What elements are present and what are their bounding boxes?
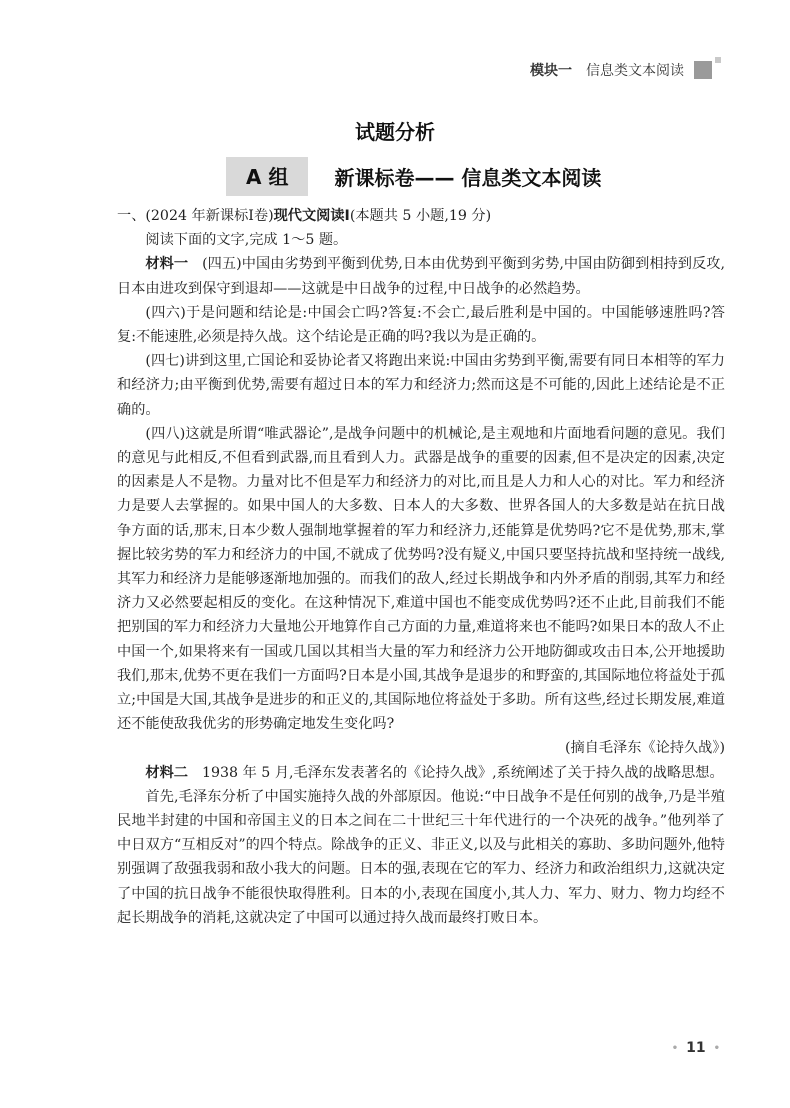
running-header: [530, 60, 712, 80]
group-name: 新课标卷—— 信息类文本阅读: [334, 165, 602, 190]
material1-source: (摘自毛泽东《论持久战》): [564, 740, 725, 757]
question-instruction: 阅读下面的文字,完成 1～5 题。: [145, 232, 348, 249]
material2-paragraph: [117, 761, 725, 785]
section-title: 试题分析: [355, 120, 435, 144]
material2-paragraph: 首先,毛泽东分析了中国实施持久战的外部原因。他说:“中日战争不是任何别的战争,乃是半殖民地半封建的中国和帝国主义的日本之间在二十世纪三十年代进行的一个决死的战争。”他列举了中日双方“互相反对”的四个特点。除战争的正义、非正义,以及与此相关的寡助、多助问题外,他特别强调了敌强我弱和敌小我大的问题。日本的强,表现在它的军力、经济力和政治组织力,这就决定了中国的抗日战争不能很快取得胜利。日本的小,表现在国度小,其人力、军力、财力、物力均经不起长期战争的消耗,这就决定了中国可以通过持久战而最终打败日本。: [117, 788, 725, 926]
group-heading: [226, 158, 601, 194]
question-prefix: 一、(2024 年新课标Ⅰ卷): [117, 208, 274, 224]
question-type: 现代文阅读Ⅰ: [273, 208, 350, 224]
material1-paragraph: (四六)于是问题和结论是:中国会亡吗?答复:不会亡,最后胜利是中国的。中国能够速胜吗?答复:不能速胜,必须是持久战。这个结论是正确的吗?我以为是正确的。: [117, 304, 725, 346]
page-number: • 11 •: [664, 1040, 728, 1056]
module-topic: 信息类文本阅读: [586, 63, 684, 79]
question-note: (本题共 5 小题,19 分): [349, 208, 492, 224]
material1-text: (四五)中国由劣势到平衡到优势,日本由优势到平衡到劣势,中国由防御到相持到反攻,日本由进攻到保守到退却——这就是中日战争的过程,中日战争的必然趋势。: [117, 256, 725, 297]
material2-text: 1938 年 5 月,毛泽东发表著名的《论持久战》,系统阐述了关于持久战的战略思想。: [201, 764, 724, 781]
module-label: 模块一: [530, 63, 572, 79]
material2-label: 材料二: [145, 764, 188, 781]
material1-paragraph: (四七)讲到这里,亡国论和妥协论者又将跑出来说:中国由劣势到平衡,需要有同日本相等的军力和经济力;由平衡到优势,需要有超过日本的军力和经济力;然而这是不可能的,因此上述结论是不正确的。: [117, 353, 725, 418]
article-body: [117, 204, 725, 930]
material1-paragraph: (四八)这就是所谓“唯武器论”,是战争问题中的机械论,是主观地和片面地看问题的意见。我们的意见与此相反,不但看到武器,而且看到人力。武器是战争的重要的因素,但不是决定的因素,决定的因素是人不是物。力量对比不但是军力和经济力的对比,而且是人力和人心的对比。军力和经济力是要人去掌握的。如果中国人的大多数、日本人的大多数、世界各国人的大多数是站在抗日战争方面的话,那末,日本少数人强制地掌握着的军力和经济力,还能算是优势吗?它不是优势,那末,掌握比较劣势的军力和经济力的中国,不就成了优势吗?没有疑义,中国只要坚持抗战和坚持统一战线,其军力和经济力是能够逐渐地加强的。而我们的敌人,经过长期战争和内外矛盾的削弱,其军力和经济力又必然要起相反的变化。在这种情况下,难道中国也不能变成优势吗?还不止此,目前我们不能把别国的军力和经济力大量地公开地算作自己方面的力量,难道将来也不能吗?如果日本的敌人不止中国一个,如果将来有一国或几国以其相当大量的军力和经济力公开地防御或攻击日本,公开地援助我们,那末,优势不更在我们一方面吗?日本是小国,其战争是退步的和野蛮的,其国际地位将益处于孤立;中国是大国,其战争是进步的和正义的,其国际地位将益处于多助。所有这些,经过长期发展,难道还不能使敌我优劣的形势确定地发生变化吗?: [117, 425, 725, 733]
group-label: A 组: [226, 157, 308, 196]
material1-label: 材料一: [145, 256, 189, 273]
material1-paragraph: [117, 252, 725, 300]
corner-square-icon: [694, 61, 712, 79]
question-header: [117, 204, 725, 228]
